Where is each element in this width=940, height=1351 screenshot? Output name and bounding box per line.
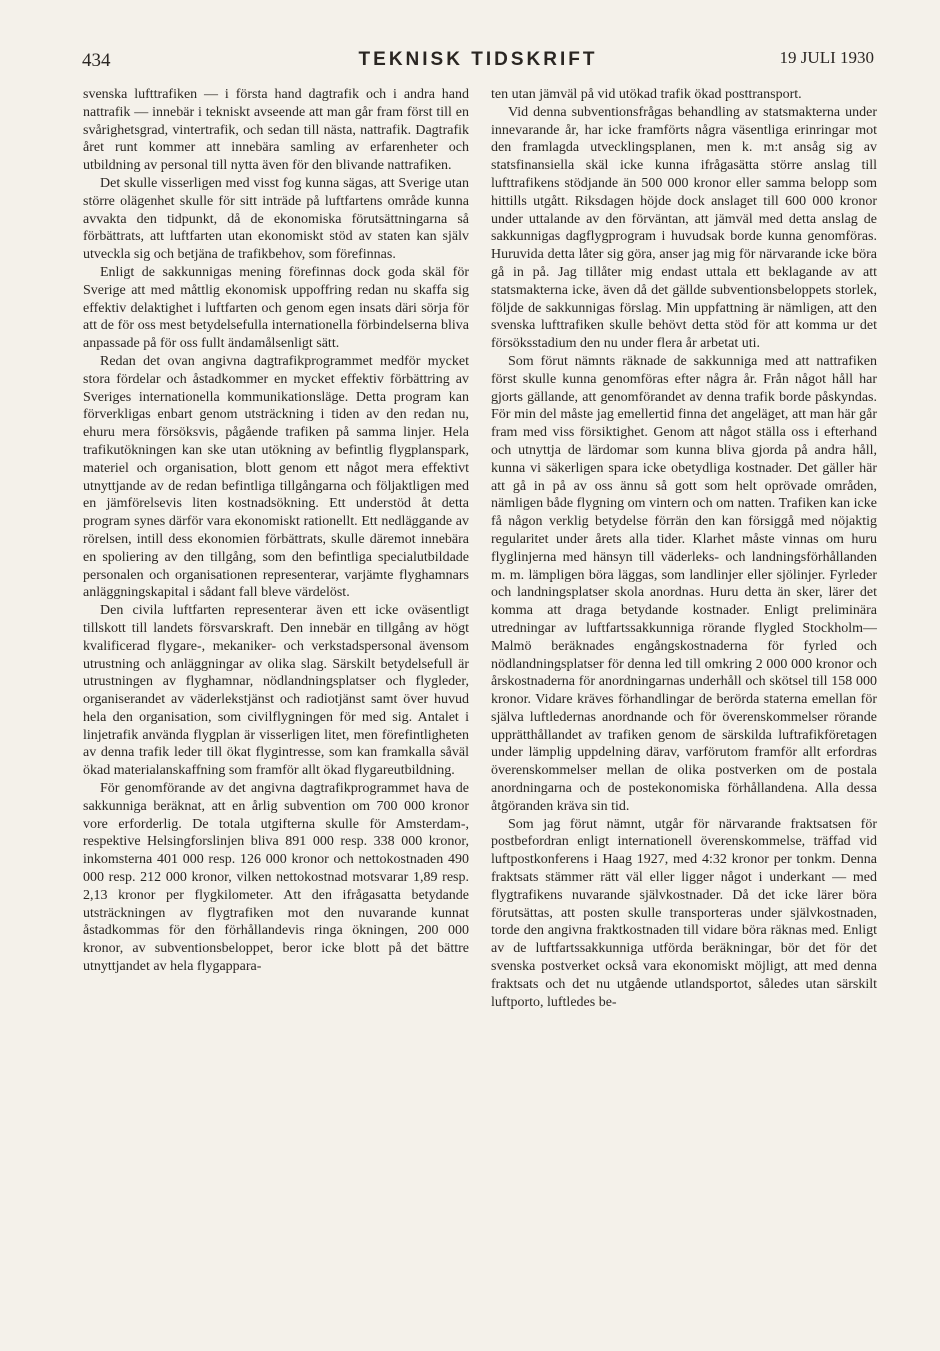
page-number: 434 bbox=[82, 50, 111, 71]
paragraph: Vid denna subventionsfrågas behandling av statsmakterna under innevarande år, har icke framförts några väsentliga erinringar mot den framlagda utvecklingsplanen, men k. m:t ansåg sig av statsfinansiella skäl icke kunna ifrågasätta större anslag till lufttrafikens stödjande än 500 000 kronor eller samma belopp som hittills utgått. Riksdagen höjde dock anslaget till 600 000 kronor under uttalande av den förväntan, att jämväl med detta anslag de sakkunnigas dagflygprogram i huvudsak borde kunna genomföras. Huruvida detta låter sig göra, anser jag mig för närvarande icke böra gå in på. Jag tillåter mig endast uttala ett beklagande av att statsmakterna icke, även då det gällde subventionsbeloppets storlek, följde de sakkunnigas förslag. Min uppfattning är nämligen, att den svenska lufttrafiken skulle behövt detta stöd för att komma ur det försöksstadium den nu under flera år arbetat uti. bbox=[491, 104, 877, 352]
paragraph: Redan det ovan angivna dagtrafikprogrammet medför mycket stora fördelar och åstadkommer en mycket effektiv förbättring av Sveriges internationella kommunikationsläge. Detta program kan förverkligas enbart genom utsträckning i tiden av den redan nu, ehuru mera försöksvis, pågående trafiken på samma linjer. Hela trafikutökningen kan ske utan utökning av befintlig flygplanspark, materiel och organisation, blott genom ett något mera effektivt utnyttjande av de redan befintliga tillgångarna och följaktligen med en jämförelsevis liten kostnadsökning. Ett understöd åt detta program synes därför vara ekonomiskt rationellt. Ett nedläggande av rörelsen, intill dess ekonomien förbättrats, skulle däremot innebära en spoliering av den tillgång, som den befintliga specialutbildade personalen och organisationen representerar, varjämte flyghamnars anläggningskapital i sådant fall bleve värdelöst. bbox=[83, 353, 469, 601]
paragraph: ten utan jämväl på vid utökad trafik ökad posttransport. bbox=[491, 87, 802, 102]
paragraph: svenska lufttrafiken — i första hand dagtrafik och i andra hand nattrafik — innebär i tekniskt avseende att man går fram först till en svårighetsgrad, vintertrafik, och sedan till nästa, nattrafik. Dagtrafik året runt kommer att innebära samling av erfarenheter och utbildning av personal till nytta även för den blivande nattrafiken. bbox=[83, 87, 469, 174]
page-header bbox=[82, 46, 874, 74]
paragraph: Det skulle visserligen med visst fog kunna sägas, att Sverige utan större olägenhet skulle för sitt inträde på luftfartens område kunna avvakta den tidpunkt, då de ekonomiska förutsättningarna så förbättrats, att luftfarten utan ekonomiskt stöd av staten kan själv utveckla sig och betjäna de trafikbehov, som förefinnas. bbox=[83, 175, 469, 263]
paragraph: Den civila luftfarten representerar även ett icke oväsentligt tillskott till landets försvarskraft. Den innebär en tillgång av högt kvalificerad flygare-, mekaniker- och verkstadspersonal ävensom utrustning och anläggningar av olika slag. Särskilt betydelsefull är utrustningen av flyghamnar, nödlandningsplatser och flygleder, organiserandet av väderlekstjänst och radiotjänst samt över huvud hela den organisation, som civilflygningen för med sig. Antalet i linjetrafik använda flygplan är visserligen litet, men förefintligheten av denna trafik leder till ökat flygintresse, som kan framkalla såväl ökad materialanskaffning som framför allt ökad flygareutbildning. bbox=[83, 603, 469, 779]
issue-date: 19 JULI 1930 bbox=[779, 48, 874, 67]
paragraph: För genomförande av det angivna dagtrafikprogrammet hava de sakkunniga beräknat, att en årlig subvention om 700 000 kronor vore erforderlig. De totala utgifterna skulle för Amsterdam-, respektive Helsingforslinjen bliva 891 000 resp. 338 000 kronor, inkomsterna 401 000 resp. 126 000 kronor och nettokostnaden 490 000 resp. 212 000 kronor, vilken nettokostnad motsvarar 1,89 resp. 2,13 kronor per flygkilometer. Att den ifrågasatta betydande utsträckningen av flygtrafiken mot den nuvarande kunnat åstadkommas för den förhållandevis ringa ökningen, 200 000 kronor, av subventionsbeloppet, beror icke blott på det bättre utnyttjandet av hela flygappara- bbox=[83, 781, 469, 975]
left-column bbox=[83, 86, 469, 1266]
paragraph: Som jag förut nämnt, utgår för närvarande fraktsatsen för postbefordran enligt internationell överenskommelse, träffad vid luftpostkonferens i Haag 1927, med 4:32 kronor per tonkm. Denna fraktsats stämmer rätt väl eller ligger något i underkant — med flygtrafikens nuvarande självkostnader. Då det icke lärer böra förutsättas, att posten skulle transporteras under självkostnaden, torde den angivna fraktkostnaden till vidare böra räknas med. Enligt av de luftfartssakkunniga utförda beräkningar, bör det för det svenska postverket också vara ekonomiskt möjligt, att med denna fraktsats och det nu utgående utlandsportot, således utan särskilt luftporto, luftledes be- bbox=[491, 816, 877, 1010]
paragraph: Som förut nämnts räknade de sakkunniga med att nattrafiken först skulle kunna genomföras efter några år. Från något håll har gjorts gällande, att genomförandet av denna trafik borde påskyndas. För min del måste jag emellertid finna det angeläget, att man här går fram med viss försiktighet. Genom att något ställa oss i efterhand och utnyttja de lärdomar som kunna bliva gjorda på andra håll, kunna vi säkerligen spara icke obetydliga kostnader. Det gäller här att gå in på av oss ännu så gott som helt oprövade områden, nämligen både flygning om vintern och om natten. Trafiken kan icke få någon verklig betydelse förrän den kan försiggå med nöjaktig regularitet under årets alla tider. Klarhet måste vinnas om huru flyglinjerna med hänsyn till väderleks- och landningsförhållanden m. m. lämpligen böra läggas, som landlinjer eller sjölinjer. Fyrleder och landningsplatser skola anordnas. Huru detta än sker, lärer det komma att draga betydande kostnader. Enligt preliminära utredningar av luftfartssakkunniga rörande flygled Stockholm—Malmö beräknades engångskostnaderna för fyrled och nödlandningsplatser för denna led till omkring 2 000 000 kronor och årskostnaderna för anordningarnas underhåll och skötsel till 158 000 kronor. Vidare kräves förhandlingar de berörda staterna emellan för själva luftledernas anordnande och för överenskommelser rörande upprätthållandet av trafiken genom de särskilda luftrafikföretagen under lämplig uppdelning därav, varförutom framför allt erfordras överenskommelser mellan de olika postverken om de postala anordningarna och de postekonomiska förhållandena. Alla dessa åtgöranden kräva sin tid. bbox=[491, 353, 877, 814]
right-column bbox=[491, 86, 877, 1266]
paragraph: Enligt de sakkunnigas mening förefinnas dock goda skäl för Sverige att med måttlig ekonomisk uppoffring redan nu skaffa sig effektiv delaktighet i luftfarten och genom egen insats däri sörja för att de för oss mest betydelsefulla internationella förbindelserna bliva anpassade på för oss fullt ändamålsenligt sätt. bbox=[83, 264, 469, 352]
journal-title: TEKNISK TIDSKRIFT bbox=[358, 49, 598, 70]
